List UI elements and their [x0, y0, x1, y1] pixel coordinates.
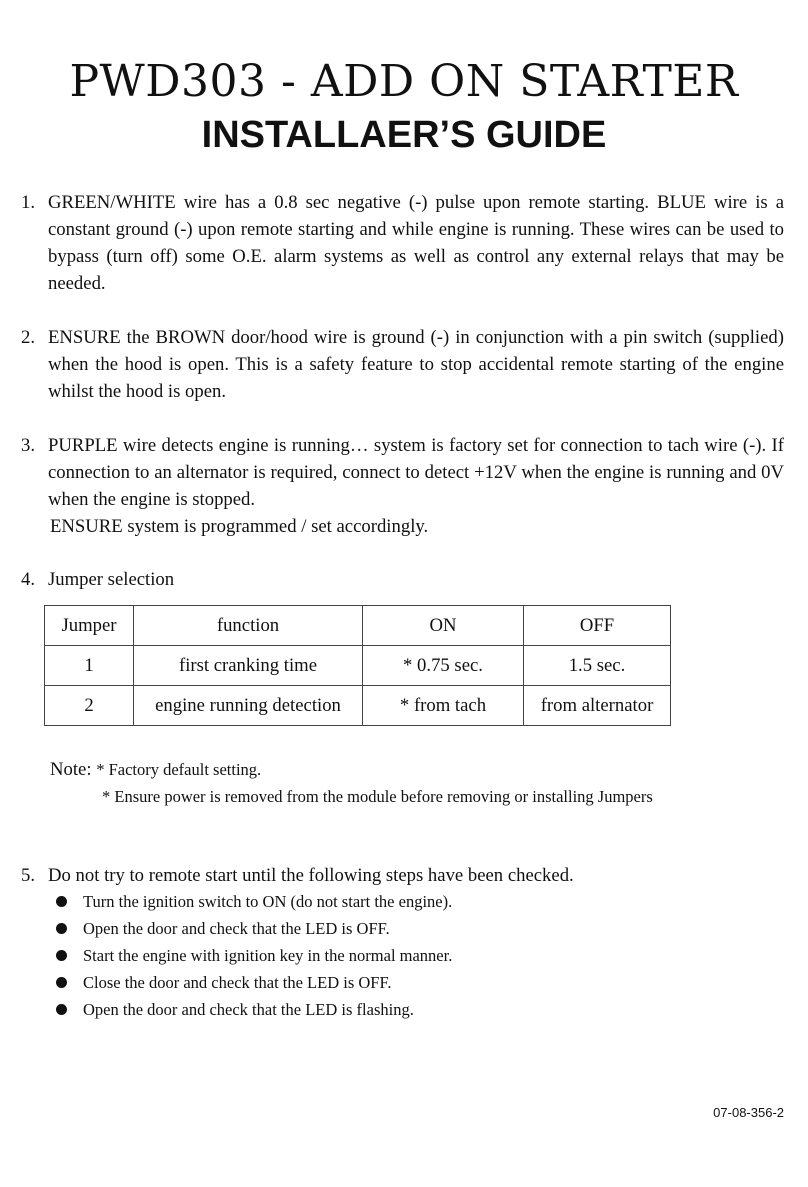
- document-subtitle: INSTALLAER’S GUIDE: [201, 114, 607, 156]
- list-item-text: Turn the ignition switch to ON (do not start the engine).: [83, 892, 453, 911]
- list-item: [56, 969, 452, 996]
- list-item-text: Open the door and check that the LED is flashing.: [83, 1000, 414, 1019]
- note-label: Note:: [50, 759, 92, 780]
- bullet-icon: [56, 977, 67, 988]
- document-title: PWD303 - ADD ON STARTER: [69, 56, 739, 107]
- list-item-text: Start the engine with ignition key in the normal manner.: [83, 946, 453, 965]
- table-row: [45, 686, 671, 726]
- table-cell: from alternator: [524, 686, 671, 726]
- note-line-2: * Ensure power is removed from the module before removing or installing Jumpers: [102, 787, 653, 806]
- item-number: 1.: [21, 192, 36, 213]
- item-number: 5.: [21, 865, 36, 886]
- instruction-item-3: [21, 432, 784, 540]
- table-cell: 2: [45, 686, 134, 726]
- instruction-item-5: [21, 862, 784, 889]
- table-cell: * from tach: [363, 686, 524, 726]
- table-cell: 1.5 sec.: [524, 646, 671, 686]
- table-cell: engine running detection: [134, 686, 363, 726]
- table-header-cell: OFF: [524, 606, 671, 646]
- list-item-text: Close the door and check that the LED is OFF.: [83, 973, 392, 992]
- item-text: Jumper selection: [48, 569, 175, 590]
- list-item: [56, 915, 452, 942]
- table-cell: * 0.75 sec.: [363, 646, 524, 686]
- item-number: 2.: [21, 327, 36, 348]
- bullet-icon: [56, 923, 67, 934]
- item-text: Do not try to remote start until the following steps have been checked.: [48, 865, 574, 886]
- instruction-item-4: [21, 566, 784, 593]
- instruction-item-1: [21, 189, 784, 297]
- table-cell: first cranking time: [134, 646, 363, 686]
- instruction-item-2: [21, 324, 784, 405]
- item-text-ensure: ENSURE system is programmed / set accordingly.: [50, 516, 429, 537]
- table-header-cell: Jumper: [45, 606, 134, 646]
- checklist: [56, 888, 452, 1023]
- table-header-cell: ON: [363, 606, 524, 646]
- document-number: 07-08-356-2: [713, 1105, 784, 1120]
- bullet-icon: [56, 896, 67, 907]
- table-row: [45, 646, 671, 686]
- list-item: [56, 888, 452, 915]
- note: [50, 757, 261, 783]
- item-number: 3.: [21, 435, 36, 456]
- table-header-row: [45, 606, 671, 646]
- bullet-icon: [56, 950, 67, 961]
- item-number: 4.: [21, 569, 36, 590]
- list-item: [56, 996, 452, 1023]
- jumper-selection-table: [44, 605, 671, 726]
- item-text: GREEN/WHITE wire has a 0.8 sec negative (-) pulse upon remote starting. BLUE wire is a constant ground (-) upon remote starting and while engine is running. These wires can be used to bypass (turn off) some O.E. alarm systems as well as control any external relays that may be needed.: [48, 192, 784, 294]
- list-item: [56, 942, 452, 969]
- list-item-text: Open the door and check that the LED is OFF.: [83, 919, 390, 938]
- table-cell: 1: [45, 646, 134, 686]
- item-text: PURPLE wire detects engine is running… system is factory set for connection to tach wire (-). If connection to an alternator is required, connect to detect +12V when the engine is running and 0V when the engine is stopped.: [48, 435, 784, 510]
- note-line-1: * Factory default setting.: [96, 760, 262, 779]
- item-text: ENSURE the BROWN door/hood wire is ground (-) in conjunction with a pin switch (supplied) when the hood is open. This is a safety feature to stop accidental remote starting of the engine whilst the hood is open.: [48, 327, 784, 402]
- bullet-icon: [56, 1004, 67, 1015]
- table-header-cell: function: [134, 606, 363, 646]
